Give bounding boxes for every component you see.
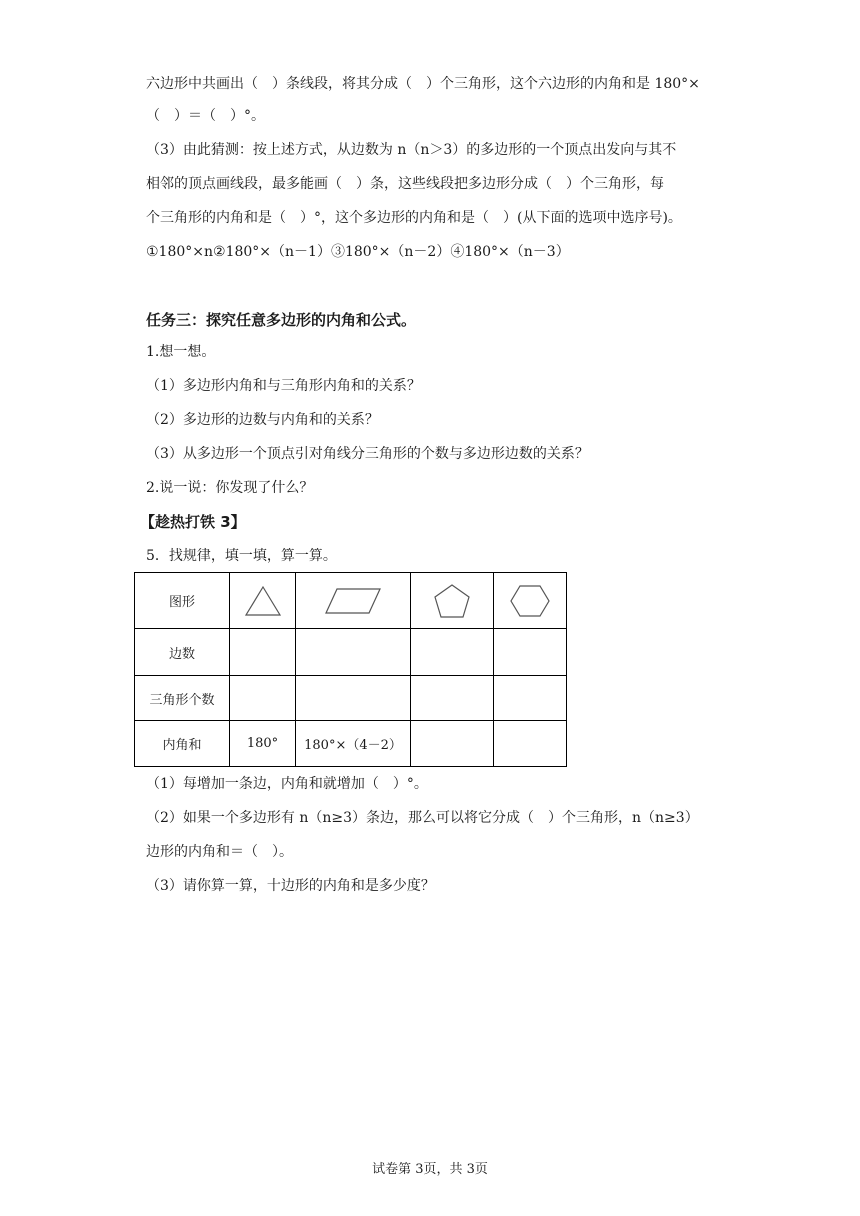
paragraph-hexagon-line-1: 六边形中共画出（ ）条线段，将其分成（ ）个三角形，这个六边形的内角和是 180°× — [146, 76, 700, 92]
table-cell — [494, 629, 567, 676]
hexagon-shape-cell — [494, 573, 567, 629]
row-header-sides: 边数 — [135, 629, 230, 676]
paragraph-guess-line-3: 个三角形的内角和是（ ）°，这个多边形的内角和是（ ）(从下面的选项中选序号)。 — [146, 210, 682, 226]
triangle-shape-cell — [230, 573, 296, 629]
parallelogram-shape-cell — [296, 573, 411, 629]
pentagon-shape-cell — [411, 573, 494, 629]
table-row — [135, 573, 567, 629]
table-cell — [411, 676, 494, 721]
question-1: （1）多边形内角和与三角形内角和的关系？ — [146, 378, 421, 394]
subquestion-1: （1）每增加一条边，内角和就增加（ ）°。 — [146, 776, 428, 792]
paragraph-guess-line-2: 相邻的顶点画线段，最多能画（ ）条，这些线段把多边形分成（ ）个三角形，每 — [146, 176, 664, 192]
problem-5: 5．找规律，填一填，算一算。 — [146, 548, 337, 564]
table-row — [135, 676, 567, 721]
triangle-icon — [243, 584, 283, 618]
paragraph-hexagon-line-2: （ ）＝（ ）°。 — [146, 108, 265, 124]
page-footer: 试卷第 3页，共 3页 — [372, 1162, 488, 1177]
table-cell — [411, 629, 494, 676]
table-cell — [296, 629, 411, 676]
row-header-angle-sum: 内角和 — [135, 721, 230, 767]
pattern-table — [134, 572, 567, 767]
table-cell — [230, 629, 296, 676]
say-title: 2.说一说：你发现了什么？ — [146, 480, 314, 496]
row-header-shape: 图形 — [135, 573, 230, 629]
question-2: （2）多边形的边数与内角和的关系？ — [146, 412, 379, 428]
table-cell — [494, 721, 567, 767]
pentagon-icon — [432, 582, 472, 620]
table-cell — [411, 721, 494, 767]
table-cell — [230, 676, 296, 721]
row-header-triangle-count: 三角形个数 — [135, 676, 230, 721]
task3-title: 任务三：探究任意多边形的内角和公式。 — [146, 311, 417, 329]
table-cell — [494, 676, 567, 721]
subquestion-2-line-1: （2）如果一个多边形有 n（n≥3）条边，那么可以将它分成（ ）个三角形，n（n≥3） — [146, 810, 699, 826]
subquestion-3: （3）请你算一算，十边形的内角和是多少度？ — [146, 878, 435, 894]
options-line: ①180°×n②180°×（n－1）③180°×（n－2）④180°×（n－3） — [146, 244, 570, 260]
table-cell: 180°×（4－2） — [296, 721, 411, 767]
table-cell: 180° — [230, 721, 296, 767]
table-cell — [296, 676, 411, 721]
parallelogram-icon — [323, 586, 383, 616]
paragraph-guess-line-1: （3）由此猜测：按上述方式，从边数为 n（n＞3）的多边形的一个顶点出发向与其不 — [146, 142, 677, 158]
practice-title: 【趁热打铁 3】 — [140, 513, 246, 531]
hexagon-icon — [509, 583, 551, 619]
question-3: （3）从多边形一个顶点引对角线分三角形的个数与多边形边数的关系？ — [146, 446, 589, 462]
subquestion-2-line-2: 边形的内角和＝（ ）。 — [146, 844, 293, 860]
table-row — [135, 629, 567, 676]
table-row — [135, 721, 567, 767]
think-title: 1.想一想。 — [146, 344, 216, 360]
